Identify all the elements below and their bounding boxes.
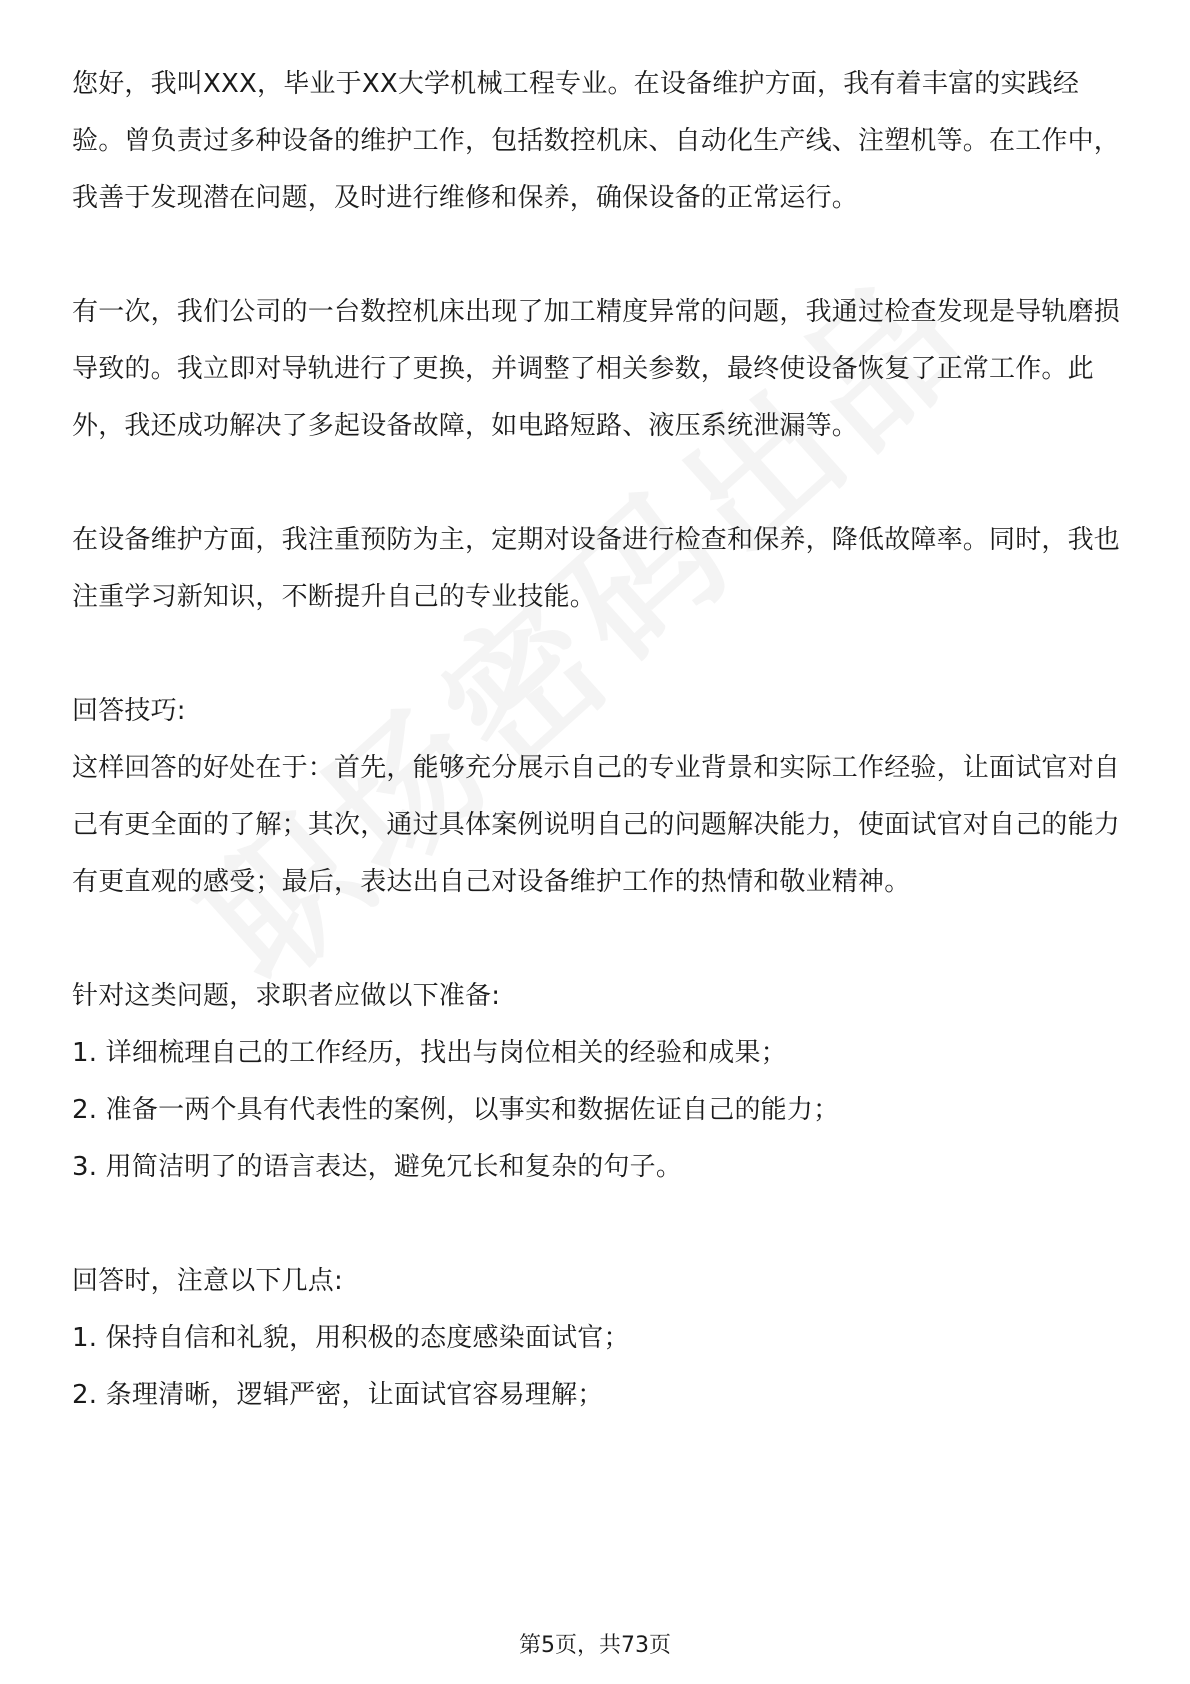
list-item: 1. 详细梳理自己的工作经历，找出与岗位相关的经验和成果；	[72, 1038, 787, 1068]
prep-section	[72, 968, 1122, 1196]
list-item: 2. 条理清晰，逻辑严密，让面试官容易理解；	[72, 1380, 604, 1410]
approach-paragraph: 在设备维护方面，我注重预防为主，定期对设备进行检查和保养，降低故障率。同时，我也注重学习新知识，不断提升自己的专业技能。	[72, 525, 1121, 612]
intro-paragraph: 您好，我叫XXX，毕业于XX大学机械工程专业。在设备维护方面，我有着丰富的实践经验。曾负责过多种设备的维护工作，包括数控机床、自动化生产线、注塑机等。在工作中，我善于发现潜在问题，及时进行维修和保养，确保设备的正常运行。	[72, 69, 1121, 213]
prep-heading: 针对这类问题，求职者应做以下准备:	[72, 981, 501, 1011]
page-number: 第5页，共73页	[519, 1633, 671, 1658]
tips-heading: 回答技巧:	[72, 696, 186, 726]
list-item: 3. 用简洁明了的语言表达，避免冗长和复杂的句子。	[72, 1152, 683, 1182]
list-item: 1. 保持自信和礼貌，用积极的态度感染面试官；	[72, 1323, 630, 1353]
tips-section	[72, 683, 1122, 911]
notes-heading: 回答时，注意以下几点:	[72, 1266, 343, 1296]
notes-section	[72, 1253, 1122, 1424]
case-paragraph: 有一次，我们公司的一台数控机床出现了加工精度异常的问题，我通过检查发现是导轨磨损导致的。我立即对导轨进行了更换，并调整了相关参数，最终使设备恢复了正常工作。此外，我还成功解决了多起设备故障，如电路短路、液压系统泄漏等。	[72, 297, 1121, 441]
list-item: 2. 准备一两个具有代表性的案例，以事实和数据佐证自己的能力；	[72, 1095, 840, 1125]
tips-body: 这样回答的好处在于：首先，能够充分展示自己的专业背景和实际工作经验，让面试官对自己有更全面的了解；其次，通过具体案例说明自己的问题解决能力，使面试官对自己的能力有更直观的感受；最后，表达出自己对设备维护工作的热情和敬业精神。	[72, 753, 1121, 897]
document-body	[72, 56, 1122, 1481]
